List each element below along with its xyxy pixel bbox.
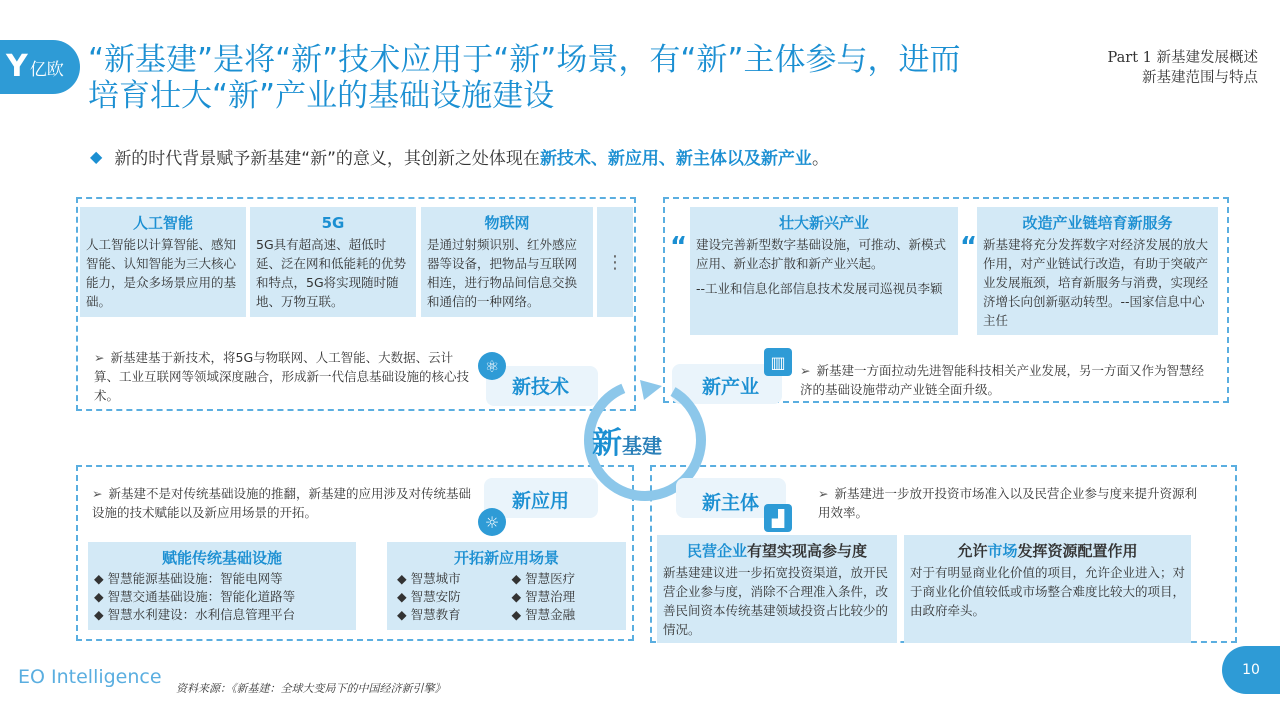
arrow-bullet-icon: ➢ <box>800 363 811 378</box>
card-title: 5G <box>321 214 345 232</box>
page-title: “新基建”是将“新”技术应用于“新”场景，有“新”主体参与，进而培育壮大“新”产业的基础设施建设 <box>88 42 961 114</box>
list-item: ◆ 智慧金融 <box>511 607 576 622</box>
footer-brand: EO Intelligence <box>18 666 162 688</box>
card-reform-chain <box>977 207 1218 335</box>
subject-desc <box>818 484 1198 522</box>
diamond-bullet-icon: ◆ <box>90 147 103 166</box>
card-5g <box>250 207 416 317</box>
card-title-pre: 允许 <box>957 542 988 560</box>
card-private-enterprise <box>657 535 897 643</box>
card-title-rest: 有望实现高参与度 <box>747 542 868 560</box>
quote-icon: “ <box>670 232 688 262</box>
card-title-highlight: 市场 <box>987 542 1018 560</box>
factory-icon: ▟ <box>764 504 792 532</box>
list-item: ◆ 智慧安防 <box>397 589 461 604</box>
list-item: ◆ 智慧教育 <box>397 607 461 622</box>
center-label <box>592 418 662 462</box>
card-title <box>910 541 1185 561</box>
card-empower-infra <box>88 542 356 630</box>
card-body: 新基建将充分发挥数字对经济发展的放大作用，对产业链试行改造，有助于突破产业发展瓶颈，培育新服务与消费，实现经济增长向创新驱动转型。--国家信息中心主任 <box>983 237 1209 328</box>
atom-icon: ⚛ <box>478 352 506 380</box>
list-item: ◆ 智慧交通基础设施：智能化道路等 <box>94 589 296 604</box>
label-new-application: 新应用 <box>512 490 570 512</box>
application-desc <box>92 484 472 522</box>
card-body: 5G具有超高速、超低时延、泛在网和低能耗的优势和特点，5G将实现随时随地、万物互联。 <box>256 237 407 309</box>
industry-desc-text: 新基建一方面拉动先进智能科技相关产业发展，另一方面又作为智慧经济的基础设施带动产业链全面升级。 <box>800 363 1204 397</box>
card-title: 壮大新兴产业 <box>778 214 869 232</box>
more-icon: ⋮ <box>597 207 633 317</box>
label-new-industry: 新产业 <box>702 376 760 398</box>
building-icon: ▥ <box>764 348 792 376</box>
card-ai <box>80 207 246 317</box>
list-item: ◆ 智慧能源基础设施：智能电网等 <box>94 571 283 586</box>
card-iot <box>421 207 593 317</box>
tech-desc-text: 新基建基于新技术，将5G与物联网、人工智能、大数据、云计算、工业互联网等领域深度融合，形成新一代信息基础设施的核心技术。 <box>94 350 470 403</box>
logo-text: 亿欧 <box>29 59 64 80</box>
list-item: ◆ 智慧医疗 <box>511 571 576 586</box>
card-title-highlight: 民营企业 <box>686 542 747 560</box>
section-label <box>1108 48 1258 88</box>
list-item: ◆ 智慧城市 <box>397 571 461 586</box>
center-small: 基建 <box>622 434 662 458</box>
card-title: 物联网 <box>484 214 530 232</box>
card-title <box>663 541 891 561</box>
list-item: ◆ 智慧治理 <box>511 589 576 604</box>
intro-line <box>90 144 829 169</box>
lightbulb-icon: ☼ <box>478 508 506 536</box>
arrow-bullet-icon: ➢ <box>92 486 103 501</box>
label-new-tech: 新技术 <box>512 376 570 398</box>
card-body: 新基建建议进一步拓宽投资渠道，放开民营企业参与度，消除不合理准入条件，改善民间资本传统基建领域投资占比较少的情况。 <box>663 565 889 637</box>
card-market-allocation <box>904 535 1191 643</box>
arrow-bullet-icon: ➢ <box>94 350 105 365</box>
card-title: 开拓新应用场景 <box>453 549 559 567</box>
card-title: 人工智能 <box>132 214 193 232</box>
industry-desc <box>800 361 1210 399</box>
quote-icon: “ <box>960 232 978 262</box>
logo <box>0 40 80 94</box>
arrow-bullet-icon: ➢ <box>818 486 829 501</box>
card-body: 对于有明显商业化价值的项目，允许企业进入；对于商业化价值较低或市场整合难度比较大的项目，由政府牵头。 <box>910 565 1186 618</box>
intro-prefix: 新的时代背景赋予新基建“新”的意义，其创新之处体现在 <box>114 149 540 169</box>
card-title: 改造产业链培育新服务 <box>1022 214 1173 232</box>
list-item: ◆ 智慧水利建设：水利信息管理平台 <box>94 607 296 622</box>
card-source: --工业和信息化部信息技术发展司巡视员李颖 <box>696 281 943 296</box>
application-desc-text: 新基建不是对传统基础设施的推翻，新基建的应用涉及对传统基础设施的技术赋能以及新应用场景的开拓。 <box>92 486 471 520</box>
part-title: Part 1 新基建发展概述 <box>1107 50 1258 66</box>
card-title: 赋能传统基础设施 <box>161 549 282 567</box>
source-note: 资料来源：《新基建：全球大变局下的中国经济新引擎》 <box>176 682 446 695</box>
part-subtitle: 新基建范围与特点 <box>1142 70 1258 86</box>
label-new-subject: 新主体 <box>702 492 760 514</box>
intro-highlight: 新技术、新应用、新主体以及新产业 <box>539 149 812 169</box>
tech-desc <box>94 348 474 405</box>
card-grow-industry <box>690 207 958 335</box>
subject-desc-text: 新基建进一步放开投资市场准入以及民营企业参与度来提升资源利用效率。 <box>818 486 1197 520</box>
card-body: 建设完善新型数字基础设施，可推动、新模式应用、新业态扩散和新产业兴起。 <box>696 237 947 271</box>
page-number: 10 <box>1222 646 1280 694</box>
intro-suffix: 。 <box>811 149 829 169</box>
card-title-rest: 发挥资源配置作用 <box>1017 542 1138 560</box>
card-body: 人工智能以计算智能、感知智能、认知智能为三大核心能力，是众多场景应用的基础。 <box>86 237 237 309</box>
logo-mark: Y <box>6 49 28 84</box>
center-big: 新 <box>592 426 622 461</box>
card-new-scenes <box>387 542 626 630</box>
card-body: 是通过射频识别、红外感应器等设备，把物品与互联网相连，进行物品间信息交换和通信的一种网络。 <box>427 237 578 309</box>
